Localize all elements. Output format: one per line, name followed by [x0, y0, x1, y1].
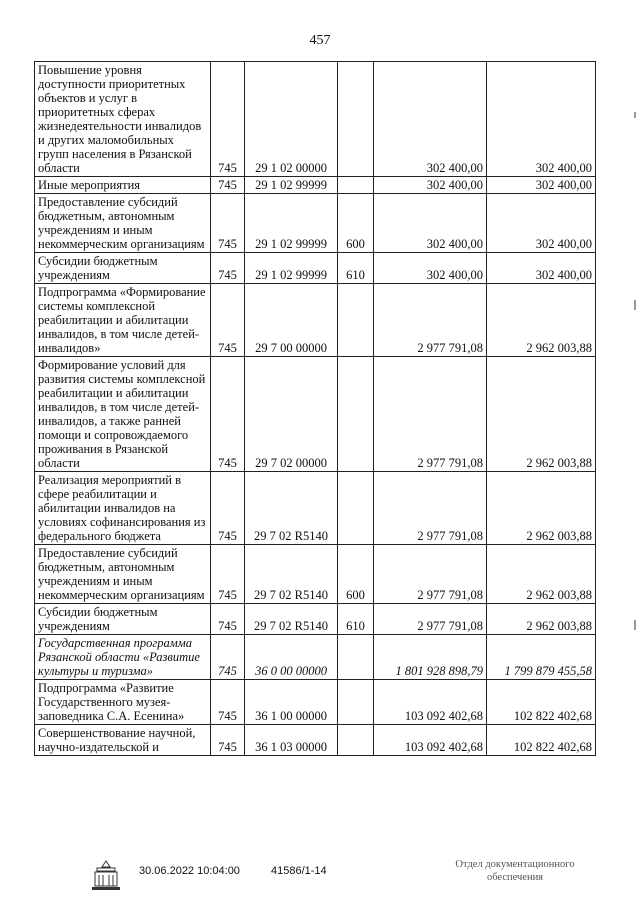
- row-class: 29 7 00 00000: [245, 284, 338, 357]
- row-sum-2: 302 400,00: [487, 194, 596, 253]
- table-row: [35, 177, 596, 194]
- row-code: 745: [211, 635, 245, 680]
- page-number: 457: [309, 33, 331, 48]
- row-sum-2: 302 400,00: [487, 253, 596, 284]
- table-row: [35, 357, 596, 472]
- row-code: 745: [211, 357, 245, 472]
- row-type: [338, 357, 374, 472]
- row-name: Совершенствование научной, научно-издательской и: [35, 725, 211, 756]
- row-sum-2: 2 962 003,88: [487, 284, 596, 357]
- row-class: 36 1 03 00000: [245, 725, 338, 756]
- row-sum-2: 302 400,00: [487, 62, 596, 177]
- scan-mark: [634, 620, 636, 630]
- table-row: [35, 635, 596, 680]
- scan-mark: [634, 300, 636, 310]
- row-sum-1: 2 977 791,08: [374, 545, 487, 604]
- table-body: [35, 62, 596, 756]
- row-sum-1: 2 977 791,08: [374, 357, 487, 472]
- row-class: 29 7 02 00000: [245, 357, 338, 472]
- row-sum-1: 302 400,00: [374, 177, 487, 194]
- row-sum-1: 302 400,00: [374, 253, 487, 284]
- row-type: [338, 177, 374, 194]
- row-name: Субсидии бюджетным учреждениям: [35, 604, 211, 635]
- row-type: 610: [338, 604, 374, 635]
- row-name: Предоставление субсидий бюджетным, автономным учреждениям и иным некоммерческим организациям: [35, 194, 211, 253]
- table-row: [35, 62, 596, 177]
- stamp-line-1: Отдел документационного: [455, 859, 575, 870]
- row-sum-2: 1 799 879 455,58: [487, 635, 596, 680]
- row-code: 745: [211, 472, 245, 545]
- row-type: [338, 284, 374, 357]
- row-class: 29 1 02 99999: [245, 194, 338, 253]
- row-name: Государственная программа Рязанской области «Развитие культуры и туризма»: [35, 635, 211, 680]
- row-type: [338, 680, 374, 725]
- row-code: 745: [211, 604, 245, 635]
- row-code: 745: [211, 253, 245, 284]
- row-type: [338, 472, 374, 545]
- row-class: 29 1 02 99999: [245, 253, 338, 284]
- row-class: 29 7 02 R5140: [245, 472, 338, 545]
- table-row: [35, 680, 596, 725]
- row-sum-2: 102 822 402,68: [487, 725, 596, 756]
- table-row: [35, 472, 596, 545]
- row-sum-1: 302 400,00: [374, 62, 487, 177]
- row-class: 36 0 00 00000: [245, 635, 338, 680]
- row-sum-2: 102 822 402,68: [487, 680, 596, 725]
- row-name: Реализация мероприятий в сфере реабилитации и абилитации инвалидов на условиях софинансирования из федерального бюджета: [35, 472, 211, 545]
- budget-table: [34, 61, 596, 756]
- row-class: 29 7 02 R5140: [245, 604, 338, 635]
- row-sum-1: 2 977 791,08: [374, 284, 487, 357]
- row-class: 29 7 02 R5140: [245, 545, 338, 604]
- row-code: 745: [211, 284, 245, 357]
- row-code: 745: [211, 545, 245, 604]
- table-row: [35, 284, 596, 357]
- row-name: Повышение уровня доступности приоритетных объектов и услуг в приоритетных сферах жизнедеятельности инвалидов и других маломобильных групп населения в Рязанской области: [35, 62, 211, 177]
- row-name: Иные мероприятия: [35, 177, 211, 194]
- row-type: 600: [338, 545, 374, 604]
- footer-date: 30.06.2022 10:04:00: [139, 865, 240, 877]
- row-sum-2: 2 962 003,88: [487, 357, 596, 472]
- row-sum-1: 103 092 402,68: [374, 680, 487, 725]
- row-sum-2: 2 962 003,88: [487, 545, 596, 604]
- table-row: [35, 545, 596, 604]
- row-sum-1: 2 977 791,08: [374, 472, 487, 545]
- row-name: Формирование условий для развития системы комплексной реабилитации и абилитации инвалидов, в том числе детей-инвалидов, а также ранней помощи и сопровождаемого проживания в Рязанской области: [35, 357, 211, 472]
- row-name: Подпрограмма «Развитие Государственного музея-заповедника С.А. Есенина»: [35, 680, 211, 725]
- row-sum-1: 1 801 928 898,79: [374, 635, 487, 680]
- stamp-line-2: обеспечения: [486, 872, 544, 883]
- row-code: 745: [211, 62, 245, 177]
- table-row: [35, 194, 596, 253]
- footer-stamp: [420, 858, 610, 884]
- row-sum-1: 103 092 402,68: [374, 725, 487, 756]
- row-sum-1: 302 400,00: [374, 194, 487, 253]
- row-class: 29 1 02 00000: [245, 62, 338, 177]
- row-sum-2: 2 962 003,88: [487, 604, 596, 635]
- table-row: [35, 604, 596, 635]
- row-name: Подпрограмма «Формирование системы комплексной реабилитации и абилитации инвалидов, в том числе детей-инвалидов»: [35, 284, 211, 357]
- emblem-icon: [88, 858, 124, 892]
- row-sum-2: 2 962 003,88: [487, 472, 596, 545]
- row-sum-2: 302 400,00: [487, 177, 596, 194]
- row-class: 29 1 02 99999: [245, 177, 338, 194]
- row-type: [338, 62, 374, 177]
- footer-doc-number: 41586/1-14: [271, 865, 327, 877]
- scan-mark: [634, 112, 636, 118]
- row-type: 600: [338, 194, 374, 253]
- table-row: [35, 725, 596, 756]
- row-type: 610: [338, 253, 374, 284]
- row-sum-1: 2 977 791,08: [374, 604, 487, 635]
- table-row: [35, 253, 596, 284]
- row-code: 745: [211, 194, 245, 253]
- row-code: 745: [211, 680, 245, 725]
- row-code: 745: [211, 177, 245, 194]
- row-class: 36 1 00 00000: [245, 680, 338, 725]
- row-name: Предоставление субсидий бюджетным, автономным учреждениям и иным некоммерческим организациям: [35, 545, 211, 604]
- row-type: [338, 725, 374, 756]
- row-name: Субсидии бюджетным учреждениям: [35, 253, 211, 284]
- row-code: 745: [211, 725, 245, 756]
- row-type: [338, 635, 374, 680]
